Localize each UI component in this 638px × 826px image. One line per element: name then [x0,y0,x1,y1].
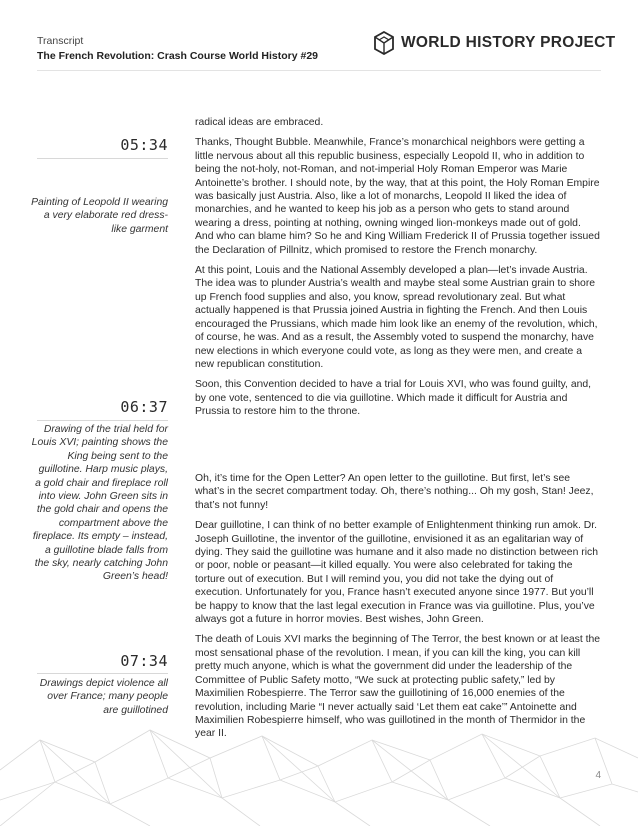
timestamp-2-divider [37,420,168,421]
transcript-body [195,116,601,426]
paragraph: Soon, this Convention decided to have a trial for Louis XVI, who was found guilty, and, by one vote, sentenced to die via guillotine. Which made it difficult for Austria and Prussia to restore him to the throne. [195,379,592,418]
header-divider [37,70,601,71]
paragraph: At this point, Louis and the National Assembly developed a plan—let’s invade Austria. The idea was to plunder Austria’s wealth and maybe steal some Austrian grain to shore up French food supplies and also, you know, spread revolutionary zeal. But what actually happened is that Prussia joined Austria in fighting the French. And then Louis encouraged the Prussians, which made him look like an enemy of the revolution, which, of course, he was. And as a result, the Assembly voted to suspend the monarchy, have new elections in which everyone could vote, as long as they were men, and create a new republican constitution. [195,265,598,370]
footer-polygon-pattern [0,700,638,826]
paragraph: radical ideas are embraced. [195,117,324,128]
world-history-project-logo [373,31,615,55]
page-number: 4 [595,770,601,781]
header-title: The French Revolution: Crash Course World History #29 [37,50,319,62]
paragraph: Oh, it’s time for the Open Letter? An open letter to the guillotine. But first, let’s see what’s in the secret compartment today. Oh, there’s nothing... Oh my gosh, Stan! Jeez, that’s not funny! [195,473,594,511]
timestamp-2-note: Drawing of the trial held for Louis XVI; painting shows the King being sent to the guillotine. Harp music plays, a gold chair and fireplace roll into view. John Green sits in the gold chair and opens the compartment above the fireplace. Its empty – instead, a guillotine blade falls from the sky, nearly catching John Green’s head! [31,424,168,583]
paragraph: The death of Louis XVI marks the beginning of The Terror, the best known or at least the most sensational phase of the revolution. I mean, if you can kill the king, you can kill pretty much anyone, which is what the government did under the leadership of the Committee of Public Safety motto, “We suck at protecting public safety,” led by Maximilien Robespierre. The Terror saw the guillotining of 16,000 enemies of the revolution, including Marie “I never actually said ‘Let them eat cake’” Antoinette and Maximilien Robespierre himself, who was guillotined in the month of Thermidor in the year II. [195,634,601,740]
logo-mark-icon [373,31,395,55]
document-header [37,34,318,64]
timestamp-3-divider [37,673,168,674]
timestamp-1-note: Painting of Leopold II wearing a very elaborate red dress-like garment [31,197,168,235]
paragraph: Thanks, Thought Bubble. Meanwhile, France’s monarchical neighbors were getting a little nervous about all this republic business, especially Leopold II, who in addition to being the not-holy, not-Roman, and not-imperial Holy Roman Emperor was Marie Antoinette’s brother. I should note, by the way, that at this point, the Holy Roman Empire was basically just Austria. Also, like a lot of monarchs, Leopold II liked the idea of monarchies, and he wanted to keep his job as a person who gets to stand around wearing a dress, pointing at nothing, owning winged lion-monkeys made out of gold. And who can blame him? So he and King William Frederick II of Prussia together issued the Declaration of Pillnitz, which promised to restore the French monarchy. [195,137,600,256]
timestamp-1: 05:34 [120,136,168,154]
timestamp-1-divider [37,158,168,159]
paragraph: Dear guillotine, I can think of no better example of Enlightenment thinking run amok. Dr. Joseph Guillotine, the inventor of the guillotine, envisioned it as an egalitarian way of dying. They said the guillotine was humane and it also made no distinction between rich or poor, noble or peasant—it killed equally. You were also celebrated for taking the torture out of execution. But I will remind you, you did not take the dying out of execution. Unfortunately for you, France hasn’t executed anyone since 1977. But you’ll be happy to know that the last legal execution in France was via guillotine. Plus, you’ve always got a future in horror movies. Best wishes, John Green. [195,520,598,626]
logo-wordmark: WORLD HISTORY PROJECT [401,34,616,51]
timestamp-3: 07:34 [120,652,168,670]
timestamp-2: 06:37 [120,398,168,416]
header-label: Transcript [37,35,84,47]
timestamp-3-note: Drawings depict violence all over France; many people are guillotined [39,678,168,716]
